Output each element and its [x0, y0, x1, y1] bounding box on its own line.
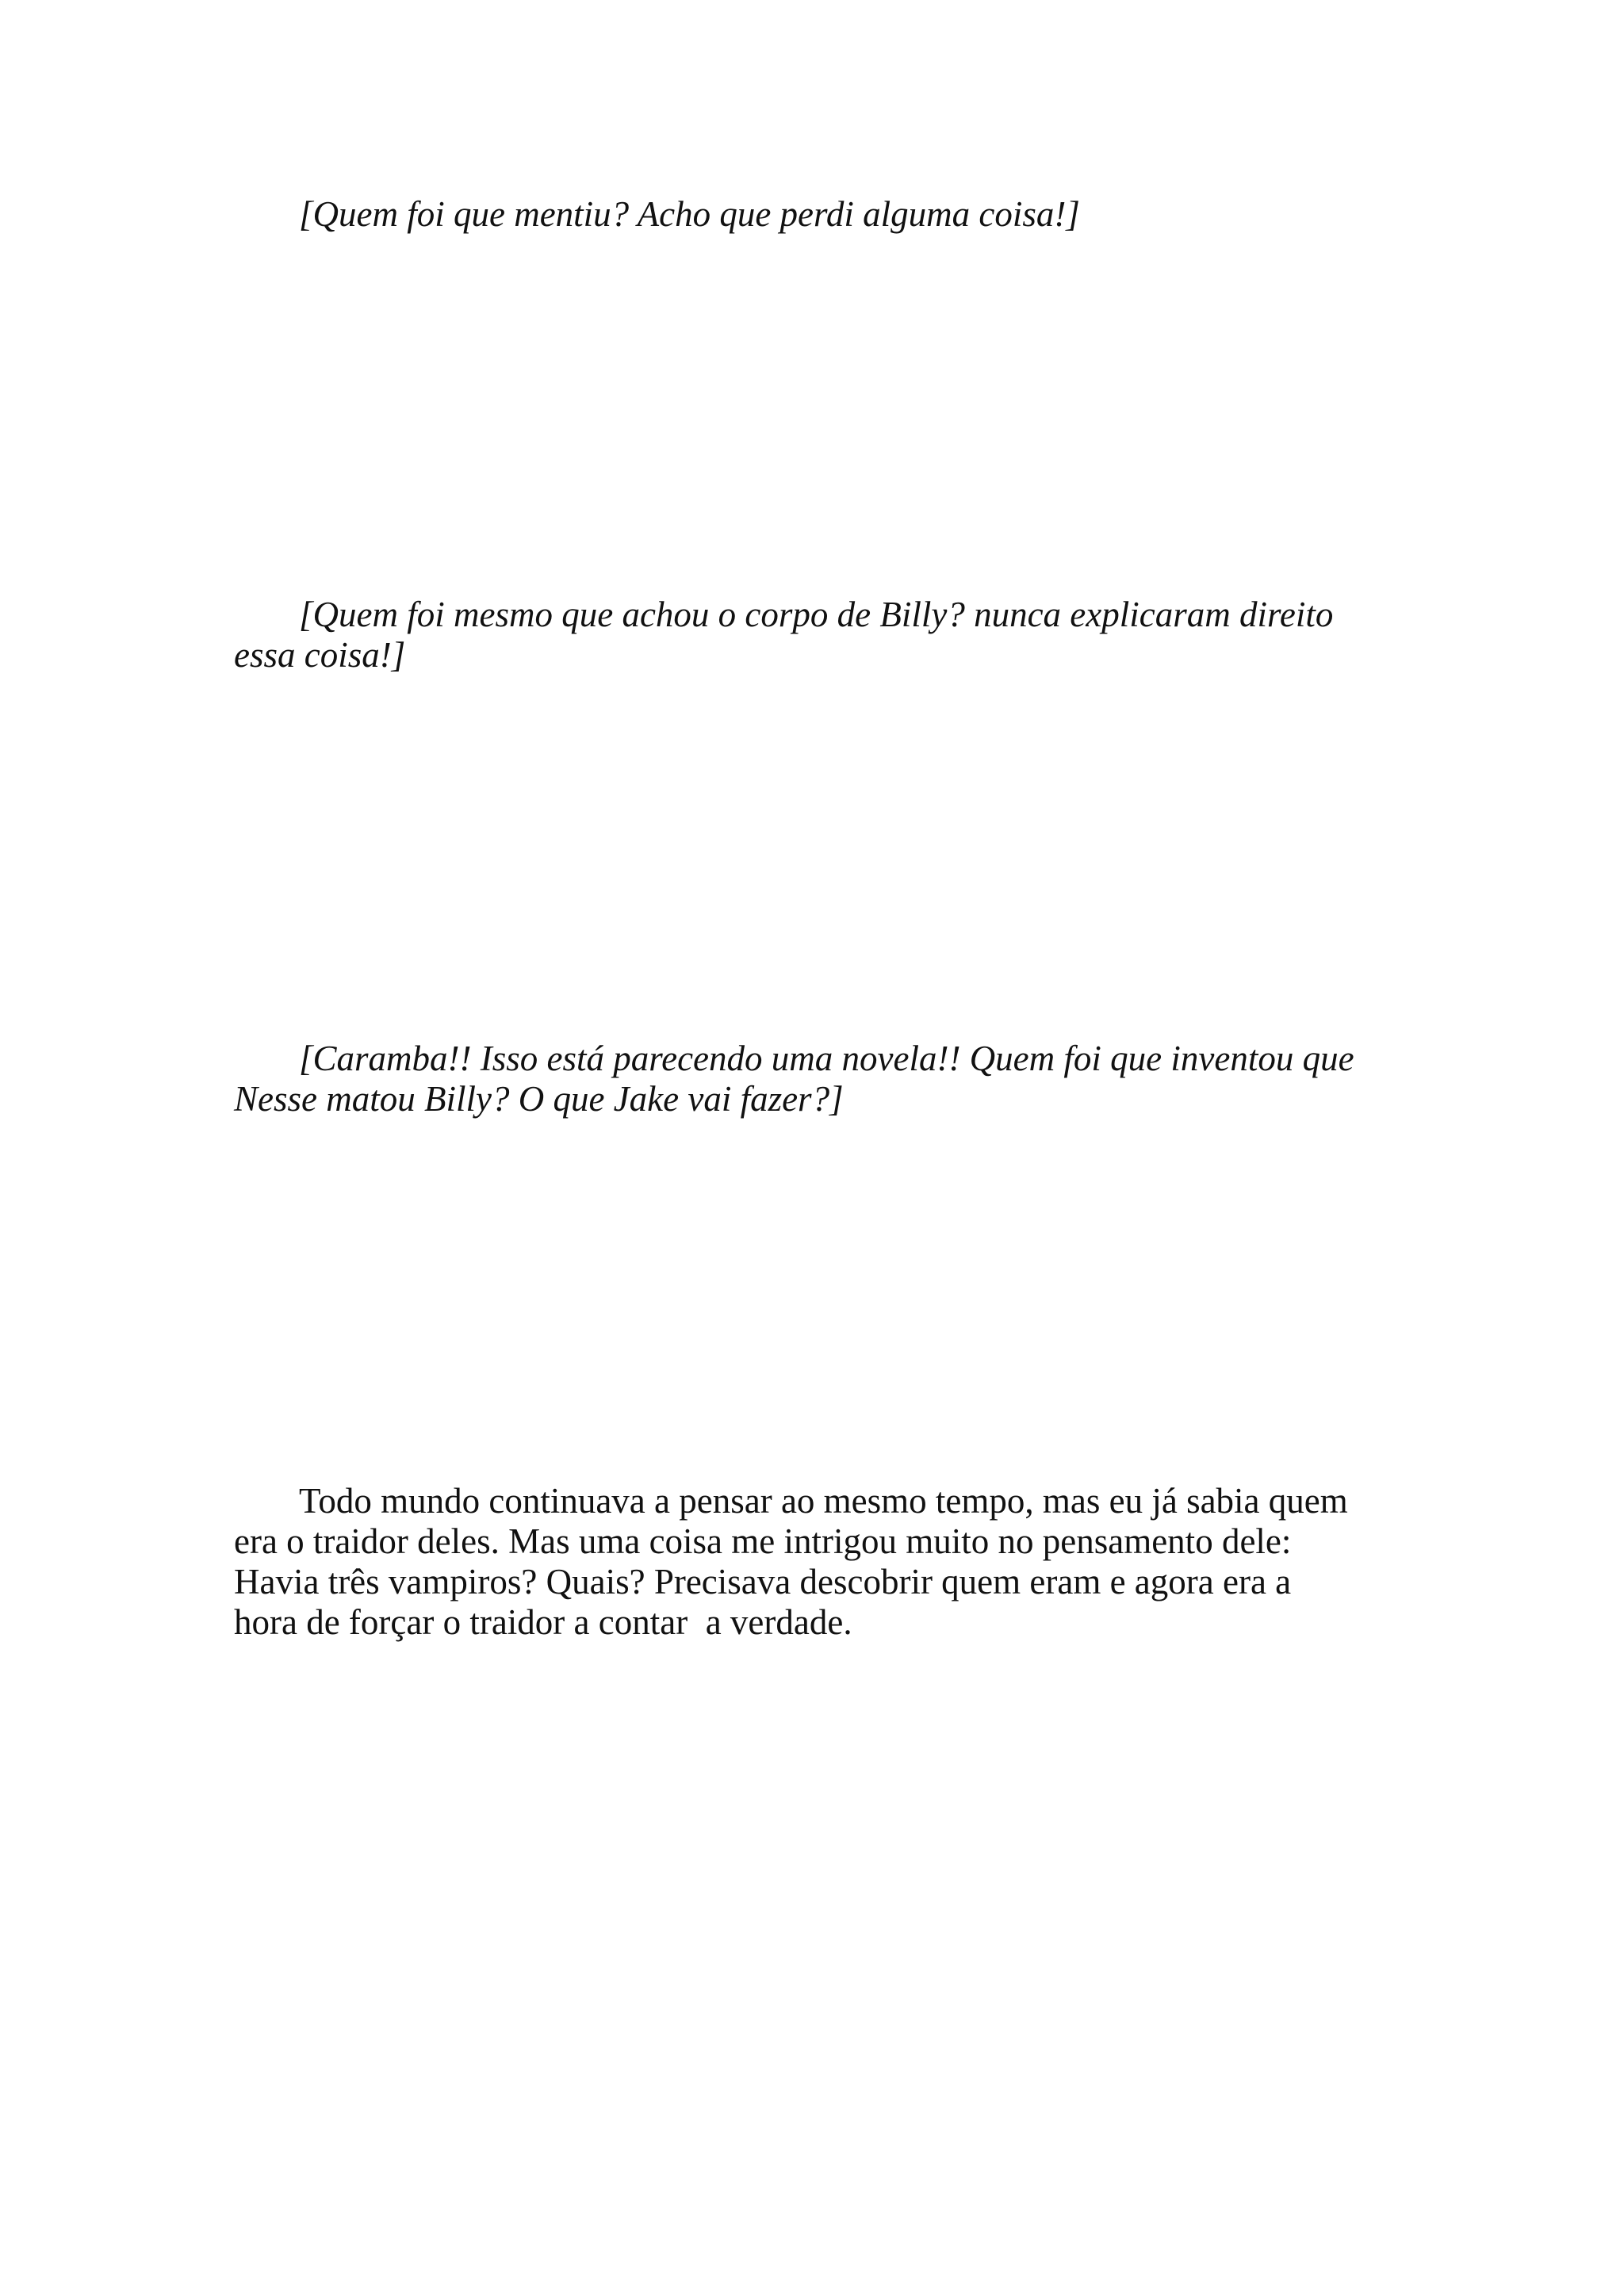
paragraph-line: Nesse matou Billy? O que Jake vai fazer?]	[234, 1079, 844, 1119]
paragraph-line: [Caramba!! Isso está parecendo uma novela!! Quem foi que inventou que	[299, 1039, 1354, 1078]
italic-note-paragraph-1	[234, 194, 1400, 235]
italic-note-paragraph-2	[234, 595, 1400, 675]
paragraph-line: Havia três vampiros? Quais? Precisava descobrir quem eram e agora era a	[234, 1562, 1292, 1601]
paragraph-line: Todo mundo continuava a pensar ao mesmo tempo, mas eu já sabia quem	[299, 1481, 1348, 1521]
paragraph-line: essa coisa!]	[234, 635, 406, 675]
narrative-paragraph	[234, 1481, 1400, 1643]
italic-note-paragraph-3	[234, 1039, 1400, 1119]
paragraph-line: hora de forçar o traidor a contar a verdade.	[234, 1602, 852, 1642]
paragraph-line: [Quem foi que mentiu? Acho que perdi alguma coisa!]	[299, 194, 1080, 234]
paragraph-line: era o traidor deles. Mas uma coisa me intrigou muito no pensamento dele:	[234, 1521, 1292, 1561]
paragraph-line: [Quem foi mesmo que achou o corpo de Billy? nunca explicaram direito	[299, 595, 1334, 634]
